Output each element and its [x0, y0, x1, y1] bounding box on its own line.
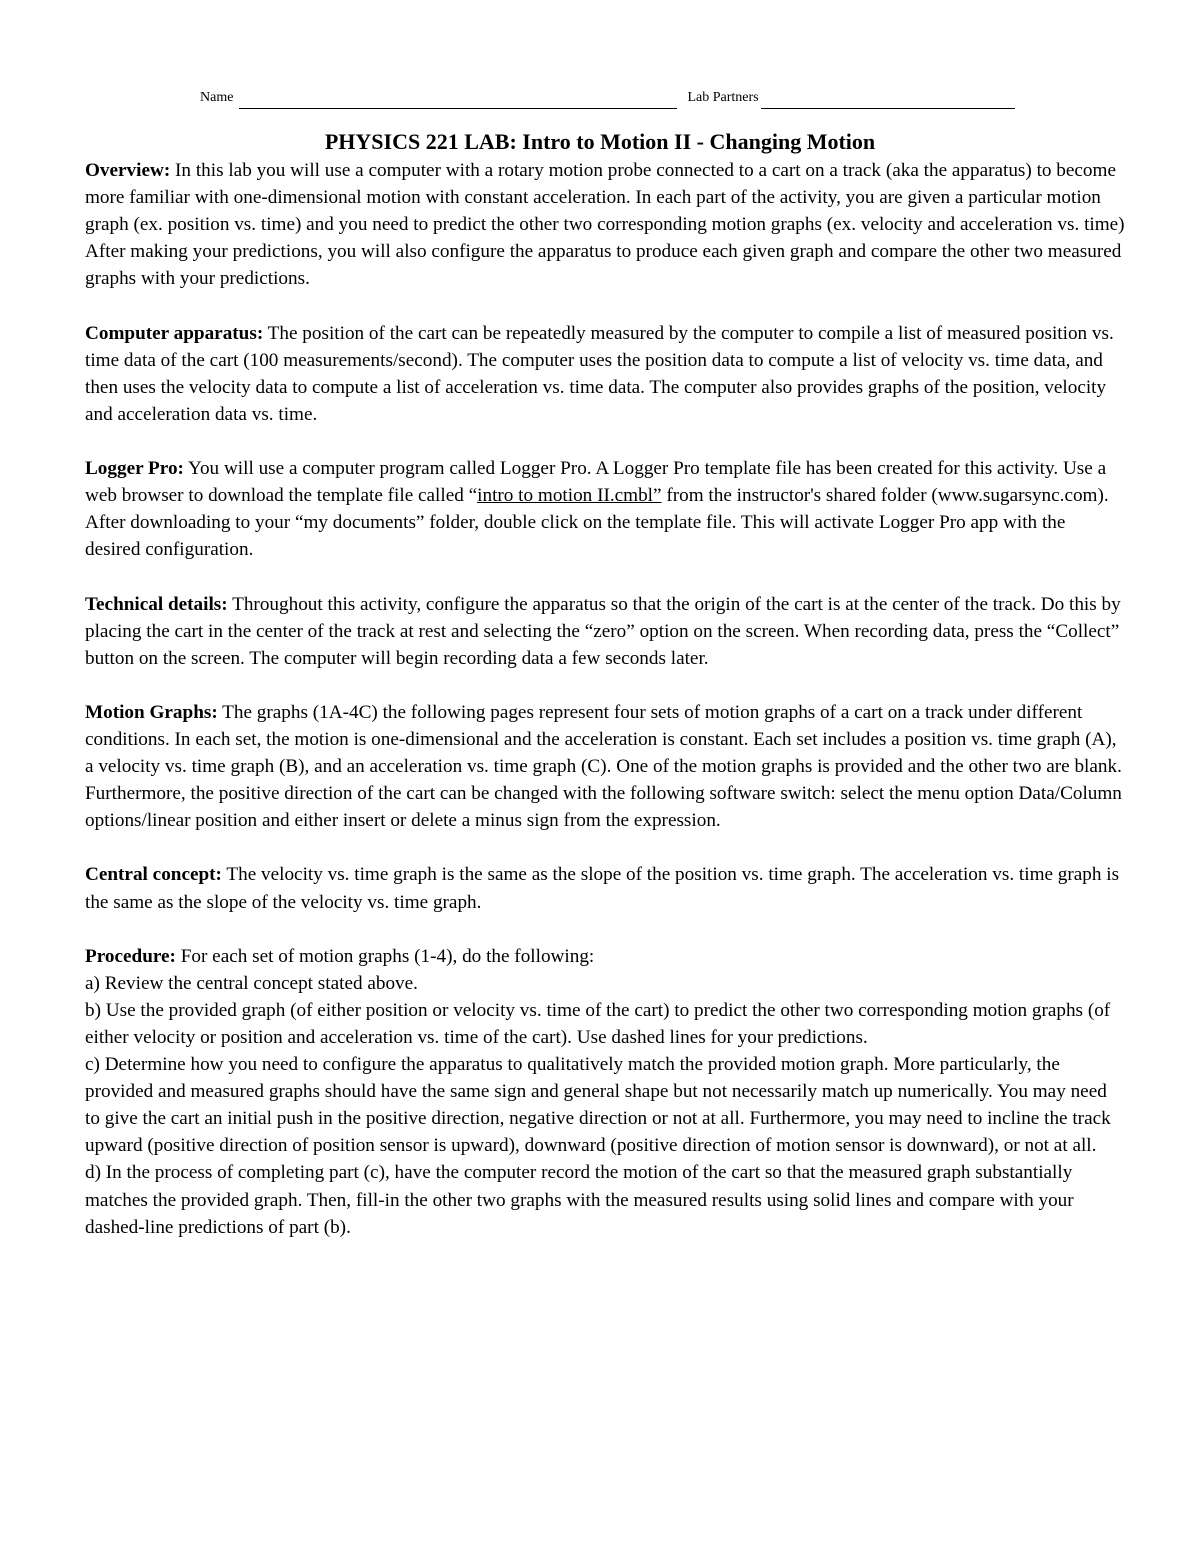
logger-pro-text-before: You will use a computer program called Logger Pro. A Logger Pro template file has been created for this activity. Use a web browser to download the template file called “: [85, 458, 1107, 507]
template-file-name: intro to motion II.cmbl”: [477, 485, 662, 507]
procedure-step-c: c) Determine how you need to configure the apparatus to qualitatively match the provided motion graph. More particularly, the provided and measured graphs should have the same sign and general shape but not necessarily match up numerically. You may need to give the cart an initial push in the positive direction, negative direction or not at all. Furthermore, you may need to incline the track upward (positive direction of position sensor is upward), downward (positive direction of motion sensor is downward), or not at all.: [85, 1054, 1111, 1157]
computer-apparatus-paragraph: [85, 320, 1125, 428]
overview-heading: Overview:: [85, 160, 171, 181]
motion-graphs-paragraph: [85, 699, 1125, 834]
procedure-steps: [85, 970, 1125, 1241]
overview-text: In this lab you will use a computer with a rotary motion probe connected to a cart on a track (aka the apparatus) to become more familiar with one-dimensional motion with constant acceleration. In each part of the activity, you are given a particular motion graph (ex. position vs. time) and you need to predict the other two corresponding motion graphs (ex. velocity and acceleration vs. time) After making your predictions, you will also configure the apparatus to produce each given graph and compare the other two measured graphs with your predictions.: [85, 160, 1125, 290]
logger-pro-heading: Logger Pro:: [85, 458, 184, 480]
header-fields: [200, 87, 1060, 109]
name-blank-line: [239, 92, 677, 109]
technical-details-text: Throughout this activity, configure the apparatus so that the origin of the cart is at the center of the track. Do this by placing the cart in the center of the track at rest and selecting the “zero” option on the screen. When recording data, press the “Collect” button on the screen. The computer will begin recording data a few seconds later.: [85, 593, 1121, 669]
lab-partners-blank-line: [761, 92, 1015, 109]
computer-apparatus-text: The position of the cart can be repeatedly measured by the computer to compile a list of measured position vs. time data of the cart (100 measurements/second). The computer uses the position data to compute a list of velocity vs. time data, and then uses the velocity data to compute a list of acceleration vs. time data. The computer also provides graphs of the position, velocity and acceleration data vs. time.: [85, 322, 1114, 425]
motion-graphs-heading: Motion Graphs:: [85, 701, 218, 723]
procedure-text: For each set of motion graphs (1-4), do the following:: [175, 945, 595, 967]
procedure-heading: Procedure:: [85, 945, 176, 967]
page-title: PHYSICS 221 LAB: Intro to Motion II - Changing Motion: [324, 129, 876, 154]
lab-partners-label: Lab Partners: [687, 90, 759, 105]
procedure-step-b: b) Use the provided graph (of either position or velocity vs. time of the cart) to predict the other two corresponding motion graphs (of either velocity or position and acceleration vs. time of the cart). Use dashed lines for your predictions.: [85, 999, 1111, 1048]
name-label: Name: [200, 90, 234, 105]
overview-paragraph: [85, 157, 1125, 292]
procedure-paragraph: [85, 943, 1125, 970]
computer-apparatus-heading: Computer apparatus:: [85, 322, 264, 344]
central-concept-paragraph: [85, 861, 1125, 915]
procedure-step-a: a) Review the central concept stated above.: [85, 972, 418, 994]
procedure-step-d: d) In the process of completing part (c), have the computer record the motion of the cart so that the measured graph substantially matches the provided graph. Then, fill-in the other two graphs with the measured results using solid lines and compare with your dashed-line predictions of part (b).: [85, 1162, 1074, 1238]
technical-details-heading: Technical details:: [85, 593, 228, 615]
central-concept-text: The velocity vs. time graph is the same as the slope of the position vs. time graph. The acceleration vs. time graph is the same as the slope of the velocity vs. time graph.: [85, 864, 1120, 913]
motion-graphs-text: The graphs (1A-4C) the following pages represent four sets of motion graphs of a cart on a track under different conditions. In each set, the motion is one-dimensional and the acceleration is constant. Each set includes a position vs. time graph (A), a velocity vs. time graph (B), and an acceleration vs. time graph (C). One of the motion graphs is provided and the other two are blank. Furthermore, the positive direction of the cart can be changed with the following software switch: select the menu option Data/Column options/linear position and either insert or delete a minus sign from the expression.: [85, 701, 1122, 832]
technical-details-paragraph: [85, 591, 1125, 672]
document-body: [85, 157, 1125, 1241]
logger-pro-text-after: from the instructor's shared folder (www.sugarsync.com). After downloading to your “my documents” folder, double click on the template file. This will activate Logger Pro app with the desired configuration.: [85, 485, 1109, 561]
logger-pro-paragraph: [85, 455, 1125, 563]
central-concept-heading: Central concept:: [85, 864, 222, 886]
